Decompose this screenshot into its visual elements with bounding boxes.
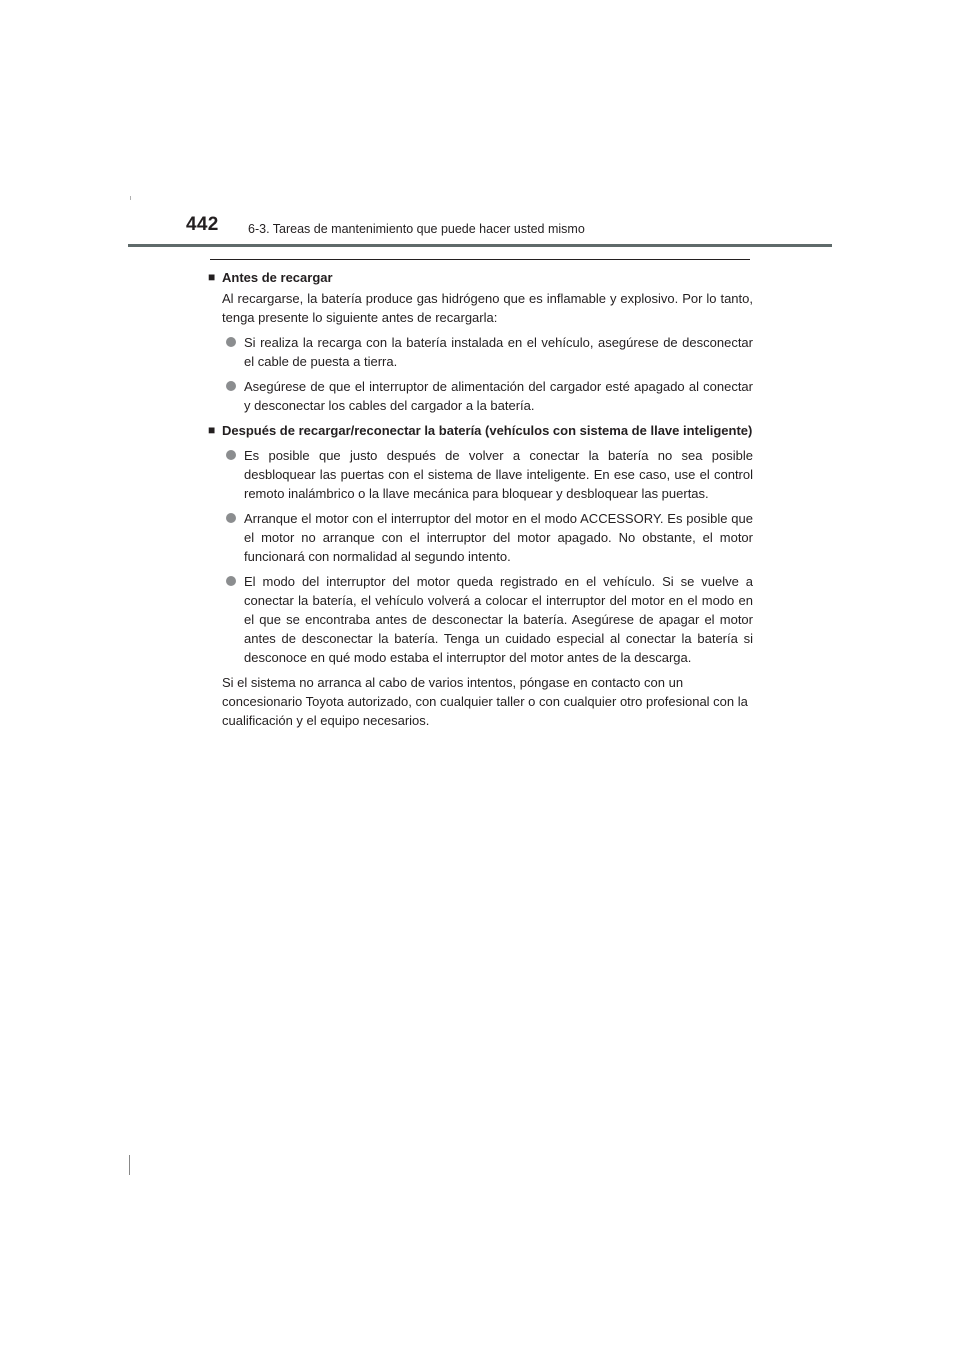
list-item <box>208 333 753 371</box>
circle-bullet-icon <box>226 576 236 586</box>
margin-mark <box>130 196 131 200</box>
margin-mark <box>129 1155 130 1175</box>
list-item <box>208 572 753 667</box>
list-item-text: Si realiza la recarga con la batería instalada en el vehículo, asegúrese de desconectar el cable de puesta a tierra. <box>244 335 753 369</box>
section-intro: Al recargarse, la batería produce gas hidrógeno que es inflamable y explosivo. Por lo tanto, tenga presente lo siguiente antes de recargarla: <box>222 291 753 325</box>
header-rule <box>128 244 832 247</box>
circle-bullet-icon <box>226 337 236 347</box>
section-heading <box>208 421 753 440</box>
page-number: 442 <box>186 214 219 235</box>
section-title: 6-3. Tareas de mantenimiento que puede hacer usted mismo <box>248 222 585 236</box>
content-rule <box>210 259 750 260</box>
section-heading-text: Después de recargar/reconectar la batería (vehículos con sistema de llave inteligente) <box>222 423 753 438</box>
circle-bullet-icon <box>226 381 236 391</box>
list-item <box>208 377 753 415</box>
closing-paragraph: Si el sistema no arranca al cabo de varios intentos, póngase en contacto con un concesionario Toyota autorizado, con cualquier taller o con cualquier otro profesional con la cualificación y el equipo necesarios. <box>222 675 748 728</box>
circle-bullet-icon <box>226 513 236 523</box>
section-heading-text: Antes de recargar <box>222 270 333 285</box>
section-heading <box>208 268 753 287</box>
page-content <box>208 268 753 730</box>
list-item-text: Asegúrese de que el interruptor de alimentación del cargador esté apagado al conectar y desconectar los cables del cargador a la batería. <box>244 379 753 413</box>
list-item <box>208 446 753 503</box>
square-bullet-icon: ■ <box>208 270 216 284</box>
list-item <box>208 509 753 566</box>
circle-bullet-icon <box>226 450 236 460</box>
list-item-text: El modo del interruptor del motor queda registrado en el vehículo. Si se vuelve a conectar la batería, el vehículo volverá a colocar el interruptor del motor en el modo en el que se encontraba antes de desconectar la batería. Asegúrese de apagar el motor antes de desconectar la batería. Tenga un cuidado especial al conectar la batería si desconoce en qué modo estaba el interruptor del motor antes de la descarga. <box>244 574 753 665</box>
list-item-text: Arranque el motor con el interruptor del motor en el modo ACCESSORY. Es posible que el motor no arranque con el interruptor del motor apagado. No obstante, el motor funcionará con normalidad al segundo intento. <box>244 511 753 564</box>
list-item-text: Es posible que justo después de volver a conectar la batería no sea posible desbloquear las puertas con el sistema de llave inteligente. En ese caso, use el control remoto inalámbrico o la llave mecánica para bloquear y desbloquear las puertas. <box>244 448 753 501</box>
square-bullet-icon: ■ <box>208 423 216 437</box>
